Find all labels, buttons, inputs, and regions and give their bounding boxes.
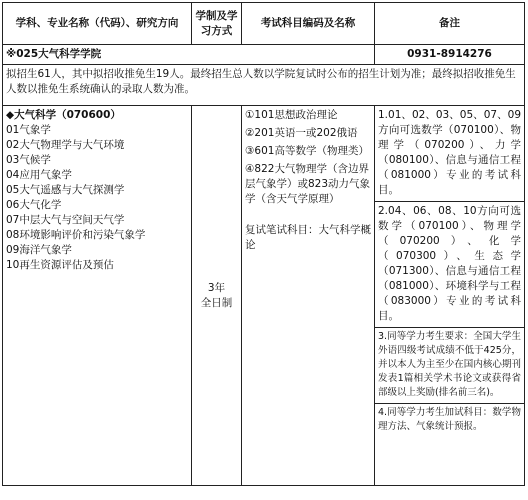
remarks-cell (375, 106, 525, 486)
duration-cell (192, 106, 242, 486)
direction-item: 04应用气象学 (6, 169, 72, 181)
direction-item: 05大气遥感与大气探测学 (6, 184, 125, 196)
header-duration: 学制及学习方式 (192, 3, 242, 45)
college-name: ※025大气科学学院 (3, 45, 375, 65)
direction-item: 01气象学 (6, 124, 51, 136)
direction-item: 08环境影响评价和污染气象学 (6, 229, 146, 241)
study-mode: 全日制 (200, 296, 233, 309)
exam-item: ②201英语一或202俄语 (245, 127, 358, 139)
remark-item: 4.同等学力考生加试科目：数学物理方法、气象统计预报。 (378, 407, 521, 432)
direction-item: 07中层大气与空间天气学 (6, 214, 125, 226)
admissions-table (2, 2, 525, 486)
remark-item: 1.01、02、03、05、07、09方向可选数学（070100）、物理学（070200）、力学（080100）、信息与通信工程（081000）专业的考试科目。 (378, 109, 521, 196)
header-subject: 学科、专业名称（代码）、研究方向 (3, 3, 192, 45)
direction-item: 06大气化学 (6, 199, 62, 211)
duration-years: 3年 (207, 281, 226, 294)
direction-item: 02大气物理学与大气环境 (6, 139, 125, 151)
enrollment-note: 拟招生61人，其中拟招收推免生19人。最终招生总人数以学院复试时公布的招生计划为准；最终拟招收推免生人数以推免生系统确认的录取人数为准。 (3, 65, 525, 106)
retest-subject: 复试笔试科目：大气科学概论 (245, 224, 371, 251)
direction-item: 03气候学 (6, 154, 51, 166)
exam-item: ①101思想政治理论 (245, 109, 338, 121)
college-phone: 0931-8914276 (375, 45, 525, 65)
header-remarks: 备注 (375, 3, 525, 45)
exam-item: ④822大气物理学（含边界层气象学）或823动力气象学（含天气学原理） (245, 163, 371, 205)
direction-item: 10再生资源评估及预估 (6, 259, 114, 271)
program-cell (3, 106, 192, 486)
exam-cell (242, 106, 375, 486)
exam-item: ③601高等数学（物理类） (245, 145, 369, 157)
program-title: ◆大气科学（070600） (6, 109, 121, 121)
remark-item: 3.同等学力考生要求：全国大学生外语四级考试成绩不低于425分，并以本人为主至少在国内核心期刊发表1篇相关学术书论文或获得省部级以上奖励(排名前三名)。 (378, 331, 521, 398)
header-exams: 考试科目编码及名称 (242, 3, 375, 45)
direction-item: 09海洋气象学 (6, 244, 72, 256)
remark-item: 2.04、06、08、10方向可选数学（070100）、物理学（070200）、化学（070300）、生态学（071300）、信息与通信工程（081000）、环境科学与工程（083000）专业的考试科目。 (378, 205, 521, 322)
